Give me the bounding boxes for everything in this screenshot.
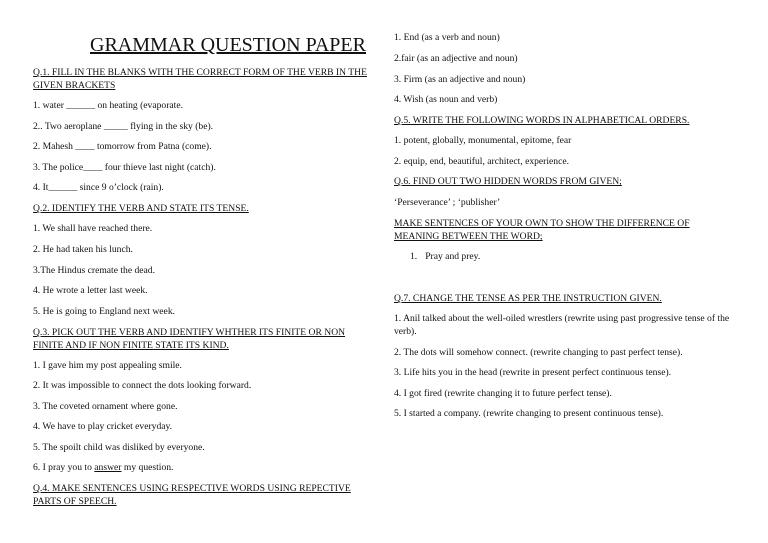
q6-words: ‘Perseverance’ ; ‘publisher’ — [394, 197, 501, 208]
q3-item-1: 1. I gave him my post appealing smile. — [33, 360, 182, 371]
q2-item-2: 2. He had taken his lunch. — [33, 244, 133, 255]
q2-item-5: 5. He is going to England next week. — [33, 306, 176, 317]
q6-item-1-number: 1. — [410, 251, 418, 262]
q7-item-3: 3. Life hits you in the head (rewrite in present perfect continuous tense). — [394, 367, 672, 378]
q7-item-4: 4. I got fired (rewrite changing it to future perfect tense). — [394, 388, 612, 399]
q1-item-4: 3. The police____ four thieve last night (catch). — [33, 162, 216, 173]
q7-heading: Q.7. CHANGE THE TENSE AS PER THE INSTRUCTION GIVEN. — [394, 293, 662, 304]
q3-item-3: 3. The coveted ornament where gone. — [33, 401, 178, 412]
q7-item-5: 5. I started a company. (rewrite changing to present continuous tense). — [394, 408, 664, 419]
q3-item-6 — [33, 461, 173, 474]
q3-heading: Q.3. PICK OUT THE VERB AND IDENTIFY WHTHER ITS FINITE OR NON FINITE AND IF NON FINITE STATE ITS KIND. — [33, 327, 346, 351]
q7-item-2: 2. The dots will somehow connect. (rewrite changing to past perfect tense). — [394, 347, 683, 358]
q5-item-1: 1. potent, globally, monumental, epitome, fear — [394, 135, 572, 146]
q1-item-2: 2.. Two aeroplane _____ flying in the sky (be). — [33, 121, 214, 132]
q6-item-1 — [410, 250, 480, 263]
q3-item-6-underlined-word: answer — [94, 462, 122, 473]
page-title: GRAMMAR QUESTION PAPER — [90, 34, 366, 56]
q3-item-6-pre: 6. I pray you to — [33, 462, 95, 473]
q2-heading: Q.2. IDENTIFY THE VERB AND STATE ITS TENSE. — [33, 203, 249, 214]
q5-item-2: 2. equip, end, beautiful, architect, experience. — [394, 156, 570, 167]
q3-item-5: 5. The spoilt child was disliked by everyone. — [33, 442, 205, 453]
q2-item-1: 1. We shall have reached there. — [33, 223, 153, 234]
q1-heading: Q.1. FILL IN THE BLANKS WITH THE CORRECT FORM OF THE VERB IN THE GIVEN BRACKETS — [33, 67, 367, 91]
q2-item-3: 3.The Hindus cremate the dead. — [33, 265, 156, 276]
q6-item-1-text: Pray and prey. — [425, 251, 481, 262]
q5-heading: Q.5. WRITE THE FOLLOWING WORDS IN ALPHABETICAL ORDERS. — [394, 115, 690, 126]
q6-subheading: MAKE SENTENCES OF YOUR OWN TO SHOW THE DIFFERENCE OF MEANING BETWEEN THE WORD; — [394, 218, 690, 242]
q1-item-3: 2. Mahesh ____ tomorrow from Patna (come). — [33, 141, 212, 152]
q7-item-1: 1. Anil talked about the well-oiled wrestlers (rewrite using past progressive tense of the verb). — [394, 313, 730, 337]
q4-item-1: 1. End (as a verb and noun) — [394, 32, 500, 43]
q6-heading: Q.6. FIND OUT TWO HIDDEN WORDS FROM GIVEN; — [394, 176, 622, 187]
q3-item-6-post: my question. — [121, 462, 174, 473]
q4-heading: Q.4. MAKE SENTENCES USING RESPECTIVE WORDS USING REPECTIVE PARTS OF SPEECH. — [33, 483, 351, 507]
q4-item-3: 3. Firm (as an adjective and noun) — [394, 74, 526, 85]
q1-item-1: 1. water ______ on heating (evaporate. — [33, 100, 183, 111]
q4-item-4: 4. Wish (as noun and verb) — [394, 94, 498, 105]
q3-item-4: 4. We have to play cricket everyday. — [33, 421, 173, 432]
q2-item-4: 4. He wrote a letter last week. — [33, 285, 148, 296]
q3-item-2: 2. It was impossible to connect the dots looking forward. — [33, 380, 252, 391]
q1-item-5: 4. It______ since 9 o’clock (rain). — [33, 182, 164, 193]
q4-item-2: 2.fair (as an adjective and noun) — [394, 53, 518, 64]
